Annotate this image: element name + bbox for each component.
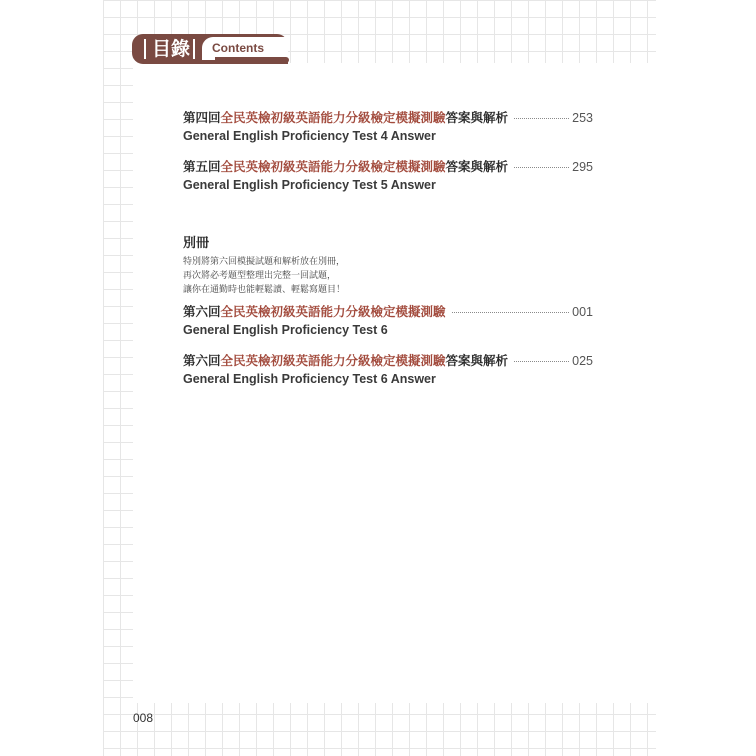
toc-entry-page: 253 — [572, 111, 593, 125]
leader-dots — [514, 166, 569, 168]
header-divider-left — [144, 39, 146, 59]
toc-entry-test6[interactable] — [183, 303, 593, 339]
toc-entry-suffix: 答案與解析 — [445, 353, 509, 368]
toc-entry-title — [183, 109, 508, 127]
toc-entry-english: General English Proficiency Test 6 Answer — [183, 372, 436, 386]
page-number: 008 — [133, 711, 154, 725]
leader-dots — [514, 360, 569, 362]
toc-entry-page: 025 — [572, 354, 593, 368]
toc-entry-english: General English Proficiency Test 5 Answer — [183, 178, 436, 192]
toc-entry-accent: 全民英檢初級英語能力分級檢定模擬測驗 — [220, 304, 446, 319]
supplement-title: 別冊 — [183, 236, 210, 251]
toc-entry-english: General English Proficiency Test 4 Answer — [183, 129, 436, 143]
toc-entry-english: General English Proficiency Test 6 — [183, 323, 388, 337]
toc-entry-accent: 全民英檢初級英語能力分級檢定模擬測驗 — [220, 159, 446, 174]
toc-entry-page: 295 — [572, 160, 593, 174]
toc-entry-suffix: 答案與解析 — [445, 110, 509, 125]
toc-entry-accent: 全民英檢初級英語能力分級檢定模擬測驗 — [220, 110, 446, 125]
toc-entry-test5-answer[interactable] — [183, 158, 593, 194]
header-subtitle: Contents — [212, 41, 264, 55]
toc-entry-accent: 全民英檢初級英語能力分級檢定模擬測驗 — [220, 353, 446, 368]
toc-entry-test4-answer[interactable] — [183, 109, 593, 145]
header-underline — [215, 57, 289, 63]
note-line: 讓你在通勤時也能輕鬆讀、輕鬆寫題目！ — [183, 285, 346, 295]
toc-entry-prefix: 第六回 — [183, 304, 221, 319]
header-title: 目錄 — [152, 38, 191, 60]
toc-entry-prefix: 第四回 — [183, 110, 221, 125]
toc-entry-page: 001 — [572, 305, 593, 319]
toc-entry-title — [183, 158, 508, 176]
toc-entry-test6-answer[interactable] — [183, 352, 593, 388]
note-line: 特別將第六回模擬試題和解析放在別冊， — [183, 257, 346, 267]
toc-entry-suffix: 答案與解析 — [445, 159, 509, 174]
toc-entry-title — [183, 303, 446, 321]
supplement-note — [183, 255, 345, 297]
note-line: 再次將必考題型整理出完整一回試題， — [183, 271, 337, 281]
toc-entry-title — [183, 352, 508, 370]
toc-entry-prefix: 第五回 — [183, 159, 221, 174]
header-divider-right — [193, 39, 195, 59]
leader-dots — [514, 117, 569, 119]
toc-entry-prefix: 第六回 — [183, 353, 221, 368]
leader-dots — [452, 311, 570, 313]
